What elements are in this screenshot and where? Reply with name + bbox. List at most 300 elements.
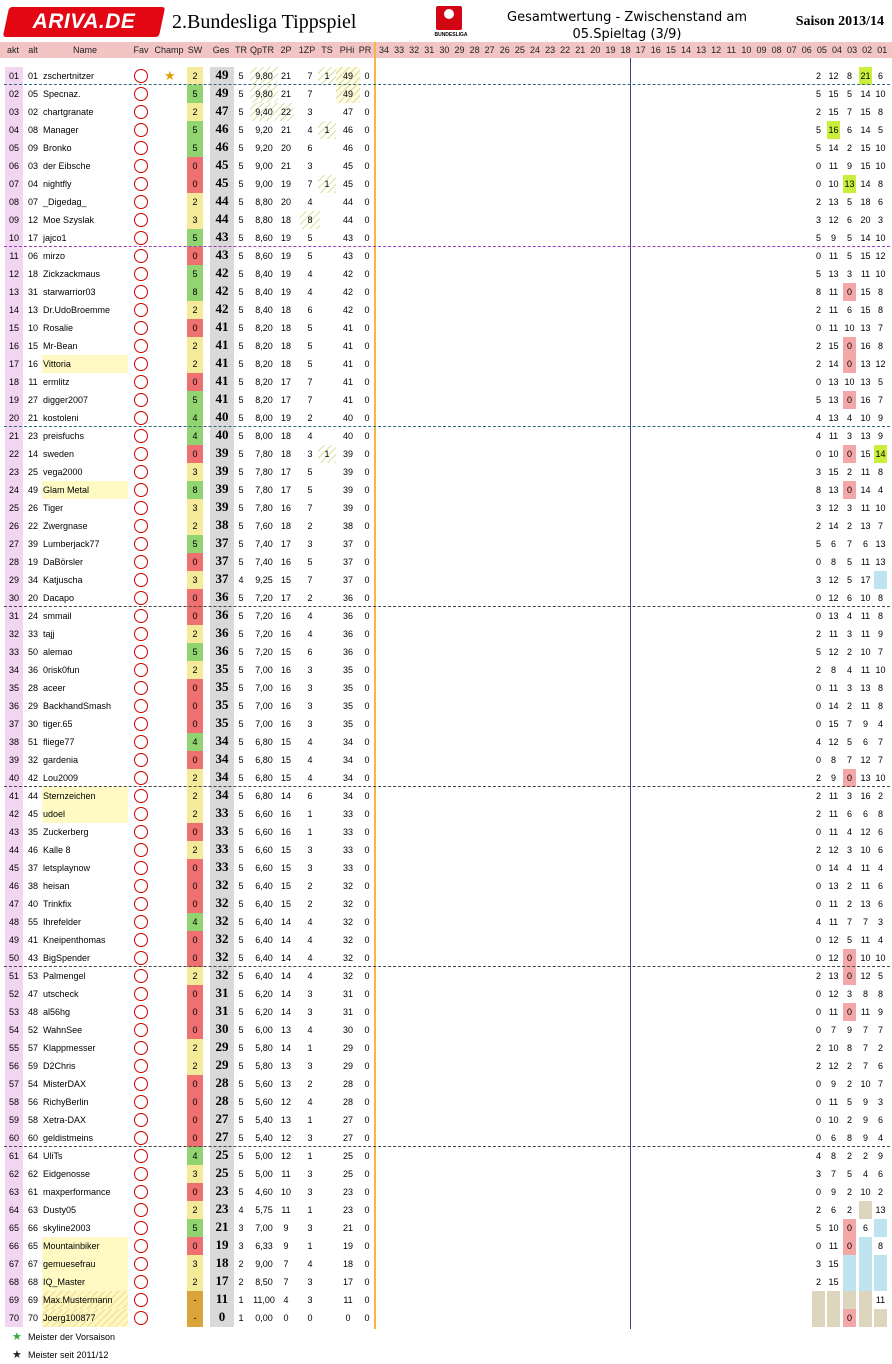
one-zp-value: 3 [307,1169,313,1179]
player-name[interactable]: Ihrefelder [43,917,82,927]
player-name[interactable]: tiger.65 [43,719,73,729]
table-row[interactable] [0,1003,892,1021]
tr-value: 5 [238,89,244,99]
player-name[interactable]: der Eibsche [43,161,91,171]
rank-previous: 05 [27,89,38,99]
player-name[interactable]: Moe Szyslak [43,215,95,225]
matchday-points: 8 [815,485,821,495]
table-row[interactable] [0,409,892,427]
column-header-zp1[interactable]: 1ZP [298,45,316,55]
table-row[interactable] [0,463,892,481]
player-name[interactable]: BigSpender [43,953,91,963]
table-row[interactable] [0,517,892,535]
player-name[interactable]: D2Chris [43,1061,76,1071]
bundesliga-logo-icon: BUNDESLIGA [428,6,474,40]
rank-current: 09 [5,211,23,229]
club-badge-icon [134,969,148,983]
phi-value: 33 [342,827,353,837]
rank-current: 48 [5,913,23,931]
rank-current: 16 [5,337,23,355]
two-point-value: 15 [280,773,291,783]
ts-value [318,301,336,319]
column-header-matchday[interactable]: 07 [786,45,797,55]
tr-value: 5 [238,845,244,855]
table-row[interactable] [0,967,892,985]
player-name[interactable]: letsplaynow [43,863,91,873]
phi-value: 35 [342,719,353,729]
player-name[interactable]: Kneipenthomas [43,935,106,945]
player-name[interactable]: vega2000 [43,467,83,477]
column-header-fav[interactable]: Fav [133,45,149,55]
rank-previous: 46 [27,845,38,855]
rank-current: 40 [5,769,23,787]
player-name[interactable]: sweden [43,449,75,459]
table-row[interactable] [0,571,892,589]
rank-current: 06 [5,157,23,175]
player-name[interactable]: 0risk0fun [43,665,80,675]
column-header-matchday[interactable]: 16 [650,45,661,55]
column-header-sw[interactable]: SW [187,45,203,55]
player-name[interactable]: Zwergnase [43,521,88,531]
two-point-value: 18 [280,215,291,225]
table-row[interactable] [0,1021,892,1039]
table-row[interactable] [0,859,892,877]
table-row[interactable] [0,1237,892,1255]
column-header-matchday[interactable]: 18 [620,45,631,55]
table-row[interactable] [0,931,892,949]
column-header-matchday[interactable]: 33 [394,45,405,55]
matchday-points: 0 [815,1007,821,1017]
matchday-points: 2 [846,143,852,153]
table-row[interactable] [0,913,892,931]
column-header-matchday[interactable]: 12 [711,45,722,55]
column-header-alt[interactable]: alt [28,45,38,55]
qptr-value: 6,40 [255,917,273,927]
column-header-matchday[interactable]: 30 [439,45,450,55]
phi-value: 23 [342,1187,353,1197]
one-zp-value: 4 [307,953,313,963]
table-row[interactable] [0,283,892,301]
table-row[interactable] [0,121,892,139]
matchday-points: 0 [815,863,821,873]
player-name[interactable]: starwarrior03 [43,287,96,297]
column-header-matchday[interactable]: 15 [665,45,676,55]
table-row[interactable] [0,319,892,337]
player-name[interactable]: Dr.UdoBroemme [43,305,111,315]
matchday-points: 2 [815,773,821,783]
matchday-points: 15 [828,1259,839,1269]
player-name[interactable]: Lumberjack77 [43,539,100,549]
rank-current: 07 [5,175,23,193]
table-row[interactable] [0,1291,892,1309]
rank-current: 70 [5,1309,23,1327]
player-name[interactable]: Sternzeichen [42,787,128,805]
table-row[interactable] [0,787,892,805]
table-row[interactable] [0,355,892,373]
matchday-points: 6 [877,1169,883,1179]
rank-previous: 29 [27,701,38,711]
player-name[interactable]: Xetra-DAX [43,1115,87,1125]
player-name[interactable]: zschertnitzer [43,71,95,81]
table-row[interactable] [0,103,892,121]
column-header-matchday[interactable]: 10 [741,45,752,55]
matchday-points: 10 [875,89,886,99]
column-header-matchday[interactable]: 02 [862,45,873,55]
matchday-points: 5 [846,233,852,243]
player-name[interactable]: utscheck [43,989,79,999]
pr-value: 0 [364,1277,370,1287]
matchday-points: 6 [830,1133,836,1143]
column-header-matchday[interactable]: 24 [529,45,540,55]
column-header-name[interactable]: Name [72,45,97,55]
player-name[interactable]: Katjuscha [43,575,83,585]
ts-value [318,931,336,949]
player-name[interactable]: UliTs [43,1151,63,1161]
table-row[interactable] [0,877,892,895]
table-row[interactable] [0,661,892,679]
table-row[interactable] [0,373,892,391]
matchday-points: 5 [846,251,852,261]
table-row[interactable] [0,427,892,445]
table-row[interactable] [0,337,892,355]
table-row[interactable] [0,1219,892,1237]
matchday-points: 11 [828,629,839,639]
player-name[interactable]: Kalle 8 [43,845,71,855]
two-point-value: 11 [281,1205,291,1215]
ariva-logo[interactable]: ARIVA.DE [3,7,165,37]
table-row[interactable] [0,445,892,463]
tr-value: 5 [238,1025,244,1035]
total-points: 49 [210,85,234,103]
two-point-value: 0 [283,1313,289,1323]
tr-value: 5 [238,737,244,747]
table-row[interactable] [0,751,892,769]
column-header-matchday[interactable]: 32 [409,45,420,55]
qptr-value: 5,60 [255,1079,273,1089]
column-header-matchday[interactable]: 34 [378,45,389,55]
column-header-matchday[interactable]: 22 [560,45,571,55]
table-row[interactable] [0,301,892,319]
player-name[interactable]: MisterDAX [43,1079,87,1089]
column-header-matchday[interactable]: 14 [680,45,691,55]
matchday-points: 8 [846,1133,852,1143]
phi-value: 31 [342,1007,353,1017]
rank-previous: 41 [27,935,38,945]
table-row[interactable] [0,607,892,625]
column-header-akt[interactable]: akt [6,45,19,55]
player-name[interactable]: preisfuchs [43,431,85,441]
total-points: 38 [210,517,234,535]
column-header-champ[interactable]: Champ [154,45,184,55]
sw-value: 5 [187,85,203,103]
one-zp-value: 3 [307,539,313,549]
club-badge-icon [134,645,148,659]
player-name[interactable]: Manager [43,125,79,135]
table-row[interactable] [0,697,892,715]
player-name[interactable]: Eidgenosse [43,1169,91,1179]
column-header-ts[interactable]: TS [321,45,333,55]
player-name[interactable]: Max.Mustermann [42,1291,128,1309]
column-header-matchday[interactable]: 11 [726,45,736,55]
total-points: 34 [210,733,234,751]
pr-value: 0 [364,989,370,999]
pr-value: 0 [364,197,370,207]
sw-value: 5 [187,121,203,139]
phi-value: 37 [342,575,353,585]
table-row[interactable] [0,157,892,175]
player-name[interactable]: gemuesefrau [42,1255,128,1273]
matchday-points: 11 [828,287,839,297]
ts-value [318,553,336,571]
pr-value: 0 [364,953,370,963]
table-row[interactable] [0,1255,892,1273]
player-name[interactable]: udoel [42,805,128,823]
column-header-matchday[interactable]: 03 [847,45,858,55]
column-header-matchday[interactable]: 13 [696,45,707,55]
table-row[interactable] [0,643,892,661]
one-zp-value: 3 [307,845,313,855]
matchday-points: 10 [875,161,886,171]
table-row[interactable] [0,247,892,265]
tr-value: 5 [238,1133,244,1143]
table-row[interactable] [0,553,892,571]
player-name[interactable]: DaBörsler [43,557,84,567]
player-name[interactable]: Specnaz. [43,89,81,99]
table-row[interactable] [0,211,892,229]
matchday-points: 4 [877,863,883,873]
club-badge-icon [134,753,148,767]
column-header-matchday[interactable]: 05 [816,45,827,55]
column-header-qptr[interactable]: QpTR [249,45,274,55]
player-name[interactable]: Lou2009 [43,773,79,783]
phi-value: 40 [342,431,353,441]
column-header-matchday[interactable]: 31 [424,45,435,55]
one-zp-value: 3 [307,719,313,729]
player-name[interactable]: Mountainbiker [42,1237,128,1255]
table-row[interactable] [0,769,892,787]
matchday-points: 3 [846,683,852,693]
table-row[interactable] [0,1039,892,1057]
player-name[interactable]: gardenia [43,755,79,765]
player-name[interactable]: RichyBerlin [43,1097,89,1107]
qptr-value: 6,60 [255,827,273,837]
table-row[interactable] [0,1129,892,1147]
player-name[interactable]: Rosalie [43,323,74,333]
player-name[interactable]: aceer [43,683,66,693]
table-row[interactable] [0,805,892,823]
qptr-value: 7,00 [255,701,273,711]
matchday-points: 10 [844,323,855,333]
column-header-matchday[interactable]: 27 [484,45,495,55]
player-name[interactable]: Mr-Bean [43,341,78,351]
player-name[interactable]: al56hg [43,1007,71,1017]
table-row[interactable] [0,1093,892,1111]
player-name[interactable]: heisan [43,881,70,891]
matchday-points: 5 [815,539,821,549]
matchday-points: 8 [877,989,883,999]
player-name[interactable]: Dacapo [43,593,75,603]
player-name[interactable]: Zuckerberg [43,827,89,837]
table-row[interactable] [0,175,892,193]
table-row[interactable] [0,715,892,733]
matchday-points: 0 [843,1237,856,1255]
column-header-ges[interactable]: Ges [212,45,230,55]
table-row[interactable] [0,1111,892,1129]
table-row[interactable] [0,1201,892,1219]
table-row[interactable] [0,85,892,103]
player-name[interactable]: Zickzackmaus [43,269,101,279]
table-row[interactable] [0,949,892,967]
rank-current: 23 [5,463,23,481]
table-row[interactable] [0,481,892,499]
matchday-points: 11 [860,881,871,891]
player-name[interactable]: geldistmeins [43,1133,94,1143]
sw-value: 0 [187,823,203,841]
player-name[interactable]: Klappmesser [43,1043,96,1053]
table-row[interactable] [0,535,892,553]
qptr-value: 7,80 [255,503,273,513]
table-row[interactable] [0,1183,892,1201]
player-name[interactable]: jajco1 [43,233,67,243]
column-header-matchday[interactable]: 09 [756,45,767,55]
table-row[interactable] [0,391,892,409]
column-header-pr[interactable]: PR [358,45,372,55]
matchday-points: 11 [860,611,871,621]
tr-value: 5 [238,1151,244,1161]
column-header-matchday[interactable]: 08 [771,45,782,55]
table-row[interactable] [0,499,892,517]
column-header-matchday[interactable]: 04 [831,45,842,55]
player-name[interactable]: fliege77 [43,737,75,747]
two-point-value: 14 [280,917,291,927]
matchday-points: 11 [828,323,839,333]
player-name[interactable]: Dusty05 [43,1205,77,1215]
total-points: 36 [210,643,234,661]
sw-value: 2 [187,967,203,985]
table-row[interactable] [0,265,892,283]
matchday-points: 2 [846,1061,852,1071]
column-header-matchday[interactable]: 21 [575,45,586,55]
player-name[interactable]: nightfly [43,179,72,189]
player-name[interactable]: tajj [43,629,55,639]
column-header-matchday[interactable]: 01 [877,45,888,55]
player-name[interactable]: WahnSee [43,1025,83,1035]
table-row[interactable] [0,1075,892,1093]
player-name[interactable]: _Digedag_ [43,197,87,207]
player-name[interactable]: Glam Metal [42,481,128,499]
rank-current: 39 [5,751,23,769]
table-row[interactable] [0,589,892,607]
player-name[interactable]: smmail [43,611,72,621]
column-header-matchday[interactable]: 19 [605,45,616,55]
column-header-p2[interactable]: 2P [280,45,292,55]
sw-value: 0 [187,445,203,463]
player-name[interactable]: kostoleni [43,413,79,423]
table-row[interactable] [0,841,892,859]
player-name[interactable]: Joerg100877 [42,1309,128,1327]
player-name[interactable]: Vittoria [42,355,128,373]
matchday-points: 20 [860,215,871,225]
column-header-matchday[interactable]: 25 [514,45,525,55]
player-name[interactable]: alemao [43,647,73,657]
two-point-value: 16 [280,665,291,675]
table-row[interactable] [0,67,892,85]
column-header-matchday[interactable]: 17 [635,45,646,55]
table-row[interactable] [0,625,892,643]
matchday-points: 0 [815,1025,821,1035]
matchday-points: 15 [860,143,871,153]
two-point-value: 13 [280,1079,291,1089]
player-name[interactable]: ermlitz [43,377,70,387]
table-row[interactable] [0,1165,892,1183]
table-row[interactable] [0,139,892,157]
table-row[interactable] [0,895,892,913]
column-header-matchday[interactable]: 20 [590,45,601,55]
matchday-points: 14 [828,701,839,711]
matchday-points: 10 [860,647,871,657]
player-name[interactable]: Trinkfix [43,899,72,909]
total-points: 45 [210,157,234,175]
table-row[interactable] [0,193,892,211]
table-row[interactable] [0,229,892,247]
matchday-points: 0 [815,935,821,945]
table-row[interactable] [0,1309,892,1327]
table-row[interactable] [0,1147,892,1165]
pr-value: 0 [364,107,370,117]
column-header-matchday[interactable]: 26 [499,45,510,55]
tr-value: 3 [238,1241,244,1251]
column-header-matchday[interactable]: 06 [801,45,812,55]
table-row[interactable] [0,1273,892,1291]
matchday-points: 13 [828,395,839,405]
player-name[interactable]: BackhandSmash [43,701,112,711]
rank-previous: 30 [27,719,38,729]
table-row[interactable] [0,823,892,841]
column-header-matchday[interactable]: 23 [545,45,556,55]
table-row[interactable] [0,733,892,751]
sw-value: 2 [187,787,203,805]
sw-value: 2 [187,1201,203,1219]
player-name[interactable]: Palmengel [43,971,86,981]
column-header-matchday[interactable]: 28 [469,45,480,55]
column-header-matchday[interactable]: 29 [454,45,465,55]
player-name[interactable]: skyline2003 [43,1223,91,1233]
player-name[interactable]: maxperformance [43,1187,111,1197]
rank-current: 44 [5,841,23,859]
player-name[interactable]: digger2007 [43,395,89,405]
table-row[interactable] [0,985,892,1003]
matchday-points: 4 [846,827,852,837]
one-zp-value: 2 [307,413,313,423]
player-name[interactable]: IQ_Master [42,1273,128,1291]
player-name[interactable]: chartgranate [43,107,94,117]
rank-previous: 53 [27,971,38,981]
matchday-points: 6 [877,845,883,855]
tr-value: 5 [238,467,244,477]
player-name[interactable]: Tiger [43,503,64,513]
pr-value: 0 [364,377,370,387]
column-header-phi[interactable]: PHi [339,45,355,55]
table-row[interactable] [0,1057,892,1075]
pr-value: 0 [364,755,370,765]
player-name[interactable]: Bronko [43,143,72,153]
club-badge-icon [134,609,148,623]
table-row[interactable] [0,679,892,697]
column-header-tr[interactable]: TR [235,45,247,55]
player-name[interactable]: mirzo [43,251,65,261]
matchday-points: 11 [860,1007,871,1017]
total-points: 41 [210,373,234,391]
